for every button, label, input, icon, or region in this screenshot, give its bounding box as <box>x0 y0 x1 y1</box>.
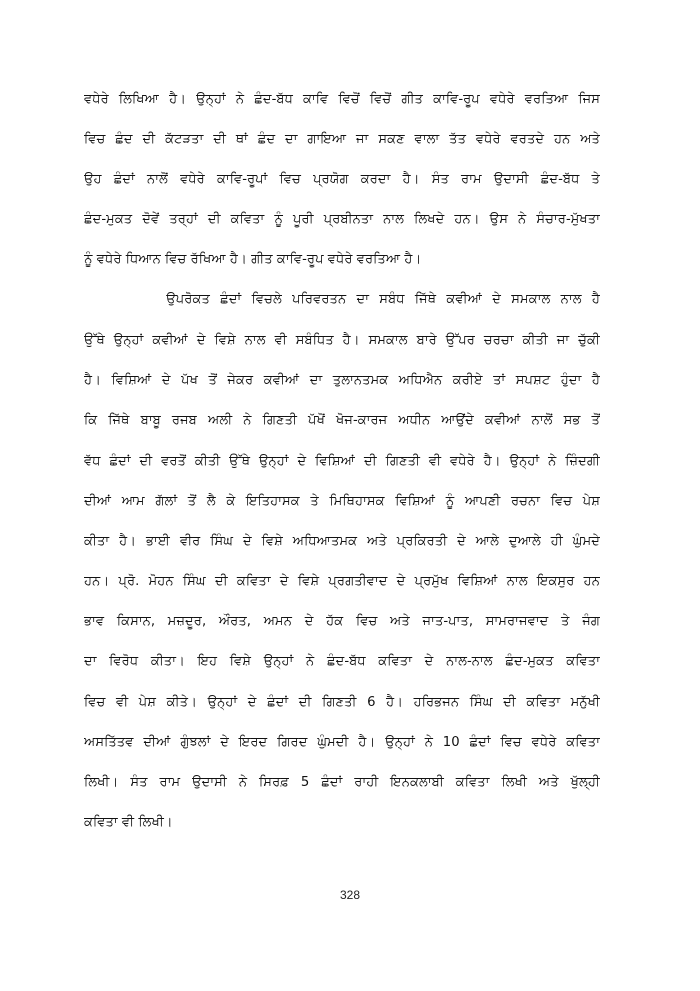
text-line: ਉਪਰੋਕਤ ਛੰਦਾਂ ਵਿਚਲੇ ਪਰਿਵਰਤਨ ਦਾ ਸਬੰਧ ਜਿੱਥੇ ਕਵੀਆਂ ਦੇ ਸਮਕਾਲ ਨਾਲ ਹੈ <box>84 292 600 307</box>
text-line: ਕਵਿਤਾ ਵੀ ਲਿਖੀ। <box>84 815 173 830</box>
text-line: ਲਿਖੀ। ਸੰਤ ਰਾਮ ਉਦਾਸੀ ਨੇ ਸਿਰਫ਼ 5 ਛੰਦਾਂ ਰਾਹੀ ਇਨਕਲਾਬੀ ਕਵਿਤਾ ਲਿਖੀ ਅਤੇ ਖੁੱਲ੍ਹੀ <box>84 775 600 790</box>
text-line: ਉਹ ਛੰਦਾਂ ਨਾਲੋਂ ਵਧੇਰੇ ਕਾਵਿ-ਰੂਪਾਂ ਵਿਚ ਪ੍ਰਯੋਗ ਕਰਦਾ ਹੈ। ਸੰਤ ਰਾਮ ਉਦਾਸੀ ਛੰਦ-ਬੱਧ ਤੇ <box>84 172 600 187</box>
text-line: ਛੰਦ-ਮੁਕਤ ਦੋਵੇਂ ਤਰ੍ਹਾਂ ਦੀ ਕਵਿਤਾ ਨੂੰ ਪੂਰੀ ਪ੍ਰਬੀਨਤਾ ਨਾਲ ਲਿਖਦੇ ਹਨ। ਉਸ ਨੇ ਸੰਚਾਰ-ਮੁੱਖਤਾ <box>84 212 600 227</box>
text-line: ਹੈ। ਵਿਸ਼ਿਆਂ ਦੇ ਪੱਖ ਤੋਂ ਜੇਕਰ ਕਵੀਆਂ ਦਾ ਤੁਲਾਨਤਮਕ ਅਧਿਐਨ ਕਰੀਏ ਤਾਂ ਸਪਸ਼ਟ ਹੁੰਦਾ ਹੈ <box>84 373 600 388</box>
text-line: ਦਾ ਵਿਰੋਧ ਕੀਤਾ। ਇਹ ਵਿਸ਼ੇ ਉਨ੍ਹਾਂ ਨੇ ਛੰਦ-ਬੱਧ ਕਵਿਤਾ ਦੇ ਨਾਲ-ਨਾਲ ਛੰਦ-ਮੁਕਤ ਕਵਿਤਾ <box>84 654 600 669</box>
page-number: 328 <box>339 888 361 902</box>
text-line: ਭਾਵ ਕਿਸਾਨ, ਮਜ਼ਦੂਰ, ਔਰਤ, ਅਮਨ ਦੇ ਹੱਕ ਵਿਚ ਅਤੇ ਜਾਤ-ਪਾਤ, ਸਾਮਰਾਜਵਾਦ ਤੇ ਜੰਗ <box>84 614 600 629</box>
text-line: ਉੱਥੇ ਉਨ੍ਹਾਂ ਕਵੀਆਂ ਦੇ ਵਿਸ਼ੇ ਨਾਲ ਵੀ ਸਬੰਧਿਤ ਹੈ। ਸਮਕਾਲ ਬਾਰੇ ਉੱਪਰ ਚਰਚਾ ਕੀਤੀ ਜਾ ਚੁੱਕੀ <box>84 333 600 348</box>
text-line: ਵਿਚ ਛੰਦ ਦੀ ਕੱਟੜਤਾ ਦੀ ਥਾਂ ਛੰਦ ਦਾ ਗਾਇਆ ਜਾ ਸਕਣ ਵਾਲਾ ਤੱਤ ਵਧੇਰੇ ਵਰਤਦੇ ਹਨ ਅਤੇ <box>84 132 600 147</box>
text-line: ਵਿਚ ਵੀ ਪੇਸ਼ ਕੀਤੇ। ਉਨ੍ਹਾਂ ਦੇ ਛੰਦਾਂ ਦੀ ਗਿਣਤੀ 6 ਹੈ। ਹਰਿਭਜਨ ਸਿੰਘ ਦੀ ਕਵਿਤਾ ਮਨੁੱਖੀ <box>84 695 600 710</box>
text-line: ਵੱਧ ਛੰਦਾਂ ਦੀ ਵਰਤੋਂ ਕੀਤੀ ਉੱਥੇ ਉਨ੍ਹਾਂ ਦੇ ਵਿਸ਼ਿਆਂ ਦੀ ਗਿਣਤੀ ਵੀ ਵਧੇਰੇ ਹੈ। ਉਨ੍ਹਾਂ ਨੇ ਜ਼ਿੰਦਗੀ <box>84 454 600 469</box>
text-line: ਵਧੇਰੇ ਲਿਖਿਆ ਹੈ। ਉਨ੍ਹਾਂ ਨੇ ਛੰਦ-ਬੱਧ ਕਾਵਿ ਵਿਚੋਂ ਵਿਚੋਂ ਗੀਤ ਕਾਵਿ-ਰੂਪ ਵਧੇਰੇ ਵਰਤਿਆ ਜਿਸ <box>84 92 600 107</box>
text-line: ਨੂੰ ਵਧੇਰੇ ਧਿਆਨ ਵਿਚ ਰੱਖਿਆ ਹੈ। ਗੀਤ ਕਾਵਿ-ਰੂਪ ਵਧੇਰੇ ਵਰਤਿਆ ਹੈ। <box>84 252 422 267</box>
text-line: ਅਸਤਿੱਤਵ ਦੀਆਂ ਗੁੰਝਲਾਂ ਦੇ ਇਰਦ ਗਿਰਦ ਘੁੰਮਦੀ ਹੈ। ਉਨ੍ਹਾਂ ਨੇ 10 ਛੰਦਾਂ ਵਿਚ ਵਧੇਰੇ ਕਵਿਤਾ <box>84 735 600 750</box>
text-line: ਦੀਆਂ ਆਮ ਗੱਲਾਂ ਤੋਂ ਲੈ ਕੇ ਇਤਿਹਾਸਕ ਤੇ ਮਿਥਿਹਾਸਕ ਵਿਸ਼ਿਆਂ ਨੂੰ ਆਪਣੀ ਰਚਨਾ ਵਿਚ ਪੇਸ਼ <box>84 494 600 509</box>
text-line: ਕੀਤਾ ਹੈ। ਭਾਈ ਵੀਰ ਸਿੰਘ ਦੇ ਵਿਸ਼ੇ ਅਧਿਆਤਮਕ ਅਤੇ ਪ੍ਰਕਿਰਤੀ ਦੇ ਆਲੇ ਦੁਆਲੇ ਹੀ ਘੁੰਮਦੇ <box>84 534 600 549</box>
text-line: ਹਨ। ਪ੍ਰੋ. ਮੋਹਨ ਸਿੰਘ ਦੀ ਕਵਿਤਾ ਦੇ ਵਿਸ਼ੇ ਪ੍ਰਗਤੀਵਾਦ ਦੇ ਪ੍ਰਮੁੱਖ ਵਿਸ਼ਿਆਂ ਨਾਲ ਇਕਸੁਰ ਹਨ <box>84 574 600 589</box>
text-line: ਕਿ ਜਿੱਥੇ ਬਾਬੂ ਰਜਬ ਅਲੀ ਨੇ ਗਿਣਤੀ ਪੱਖੋਂ ਖੋਜ-ਕਾਰਜ ਅਧੀਨ ਆਉਂਦੇ ਕਵੀਆਂ ਨਾਲੋਂ ਸਭ ਤੋਂ <box>84 413 600 428</box>
